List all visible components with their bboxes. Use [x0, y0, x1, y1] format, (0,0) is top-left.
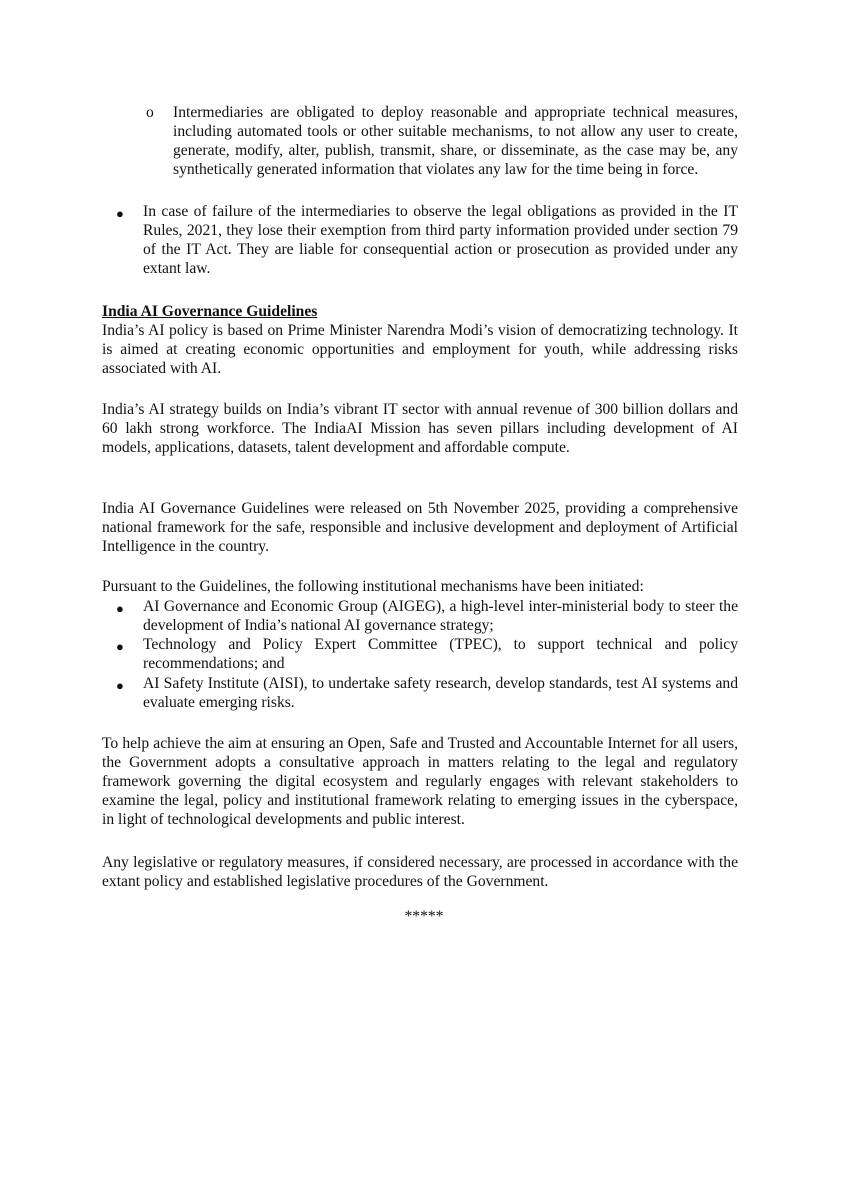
- sub-bullet-marker: o: [146, 104, 154, 121]
- section-heading: India AI Governance Guidelines: [102, 303, 318, 320]
- bullet-marker: ●: [116, 639, 124, 654]
- bullet-marker: ●: [116, 678, 124, 693]
- paragraph-ai-strategy: India’s AI strategy builds on India’s vibrant IT sector with annual revenue of 300 billion dollars and 60 lakh strong workforce. The IndiaAI Mission has seven pillars including development of AI models, applications, datasets, talent development and affordable compute.: [102, 401, 738, 456]
- paragraph-consultative-approach: To help achieve the aim at ensuring an Open, Safe and Trusted and Accountable Internet for all users, the Government adopts a consultative approach in matters relating to the legal and regulatory framework governing the digital ecosystem and regularly engages with relevant stakeholders to examine the legal, policy and institutional framework relating to emerging issues in the cyberspace, in light of technological developments and public interest.: [102, 735, 738, 828]
- list-item-aisi: AI Safety Institute (AISI), to undertake safety research, develop standards, test AI systems and evaluate emerging risks.: [143, 675, 738, 711]
- end-of-document-marker: *****: [404, 908, 444, 925]
- bullet-text-it-rules: In case of failure of the intermediaries to observe the legal obligations as provided in the IT Rules, 2021, they lose their exemption from third party information provided under section 79 of the IT Act. They are liable for consequential action or prosecution as provided under any extant law.: [143, 203, 738, 277]
- paragraph-guidelines-release: India AI Governance Guidelines were released on 5th November 2025, providing a comprehensive national framework for the safe, responsible and inclusive development and deployment of Artificial Intelligence in the country.: [102, 500, 738, 555]
- bullet-marker: ●: [116, 206, 124, 221]
- paragraph-ai-policy: India’s AI policy is based on Prime Minister Narendra Modi’s vision of democratizing technology. It is aimed at creating economic opportunities and employment for youth, while addressing risks associated with AI.: [102, 322, 738, 377]
- list-item-tpec: Technology and Policy Expert Committee (TPEC), to support technical and policy recommendations; and: [143, 636, 738, 672]
- list-item-aigeg: AI Governance and Economic Group (AIGEG), a high-level inter-ministerial body to steer the development of India’s national AI governance strategy;: [143, 598, 738, 634]
- paragraph-mechanisms-intro: Pursuant to the Guidelines, the following institutional mechanisms have been initiated:: [102, 578, 644, 595]
- paragraph-legislative-measures: Any legislative or regulatory measures, if considered necessary, are processed in accordance with the extant policy and established legislative procedures of the Government.: [102, 854, 738, 890]
- bullet-marker: ●: [116, 601, 124, 616]
- sub-bullet-text: Intermediaries are obligated to deploy reasonable and appropriate technical measures, including automated tools or other suitable mechanisms, to not allow any user to create, generate, modify, alter, publish, transmit, share, or disseminate, as the case may be, any synthetically generated information that violates any law for the time being in force.: [173, 104, 738, 178]
